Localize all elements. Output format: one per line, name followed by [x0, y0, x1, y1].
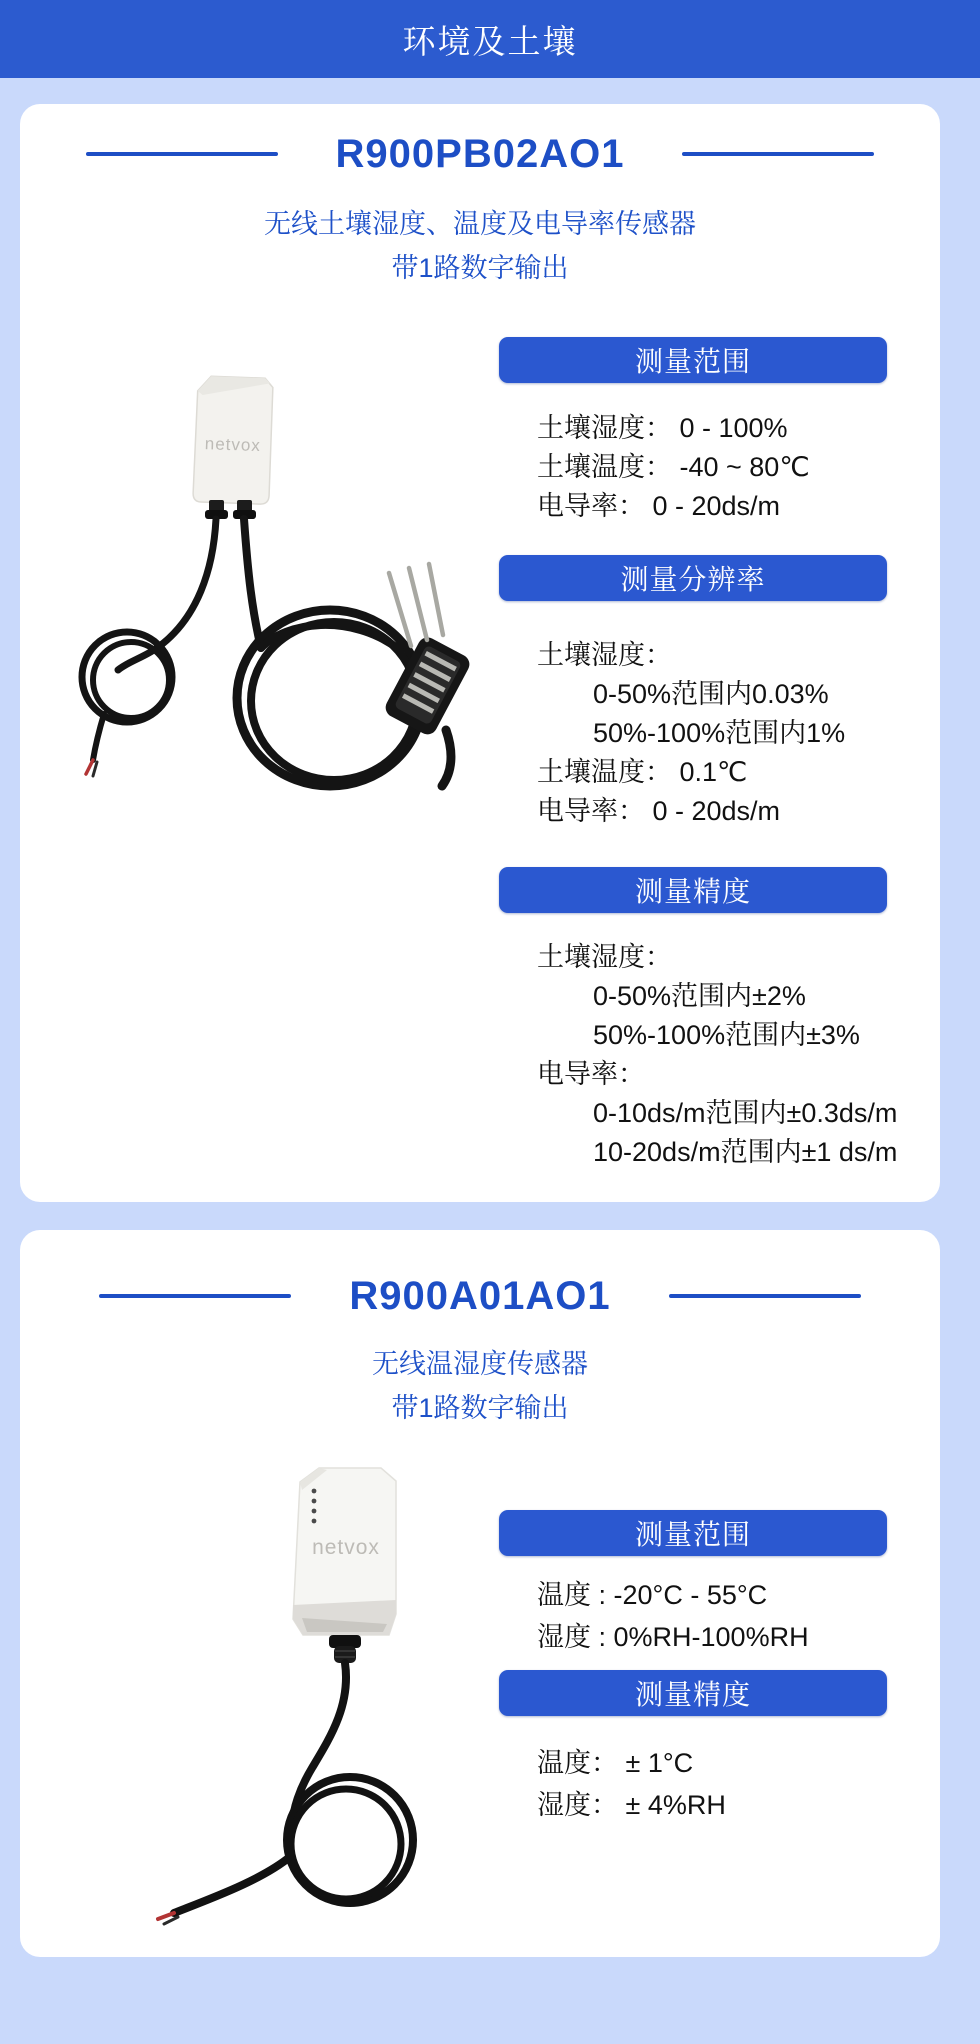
spec-line: 土壤湿度：: [537, 640, 672, 670]
spec-line: 湿度： ± 4%RH: [537, 1790, 726, 1820]
netvox-logo: netvox: [312, 1536, 380, 1559]
model-title-row: [20, 1272, 940, 1320]
section-lines-range: [499, 1574, 887, 1658]
title-line-left: [99, 1294, 291, 1298]
soil-sensor-illustration: [30, 330, 480, 830]
subtitle-line-1: 无线土壤湿度、温度及电导率传感器: [264, 209, 696, 239]
section-lines-range: [499, 409, 887, 526]
title-line-right: [669, 1294, 861, 1298]
product-photo-temp-humidity-sensor: [150, 1420, 500, 1940]
product-card-temp-humidity-sensor: [20, 1230, 940, 1957]
product-subtitle: [20, 202, 940, 290]
section-banner-range: [499, 337, 887, 383]
product-card-soil-sensor: [20, 104, 940, 1202]
netvox-logo: netvox: [204, 434, 262, 456]
product-subtitle: [20, 1342, 940, 1430]
section-heading: 测量范围: [634, 1519, 751, 1550]
spec-line: 土壤湿度： 0 - 100%: [537, 413, 788, 443]
spec-line: 土壤温度： -40 ~ 80℃: [537, 452, 810, 482]
spec-line: 电导率：: [537, 1059, 645, 1089]
spec-line: 0-50%范围内±2%: [593, 981, 806, 1011]
model-name: R900PB02AO1: [335, 131, 625, 176]
spec-line: 50%-100%范围内1%: [593, 718, 846, 748]
spec-line: 0-10ds/m范围内±0.3ds/m: [593, 1098, 898, 1128]
model-title-row: [20, 130, 940, 178]
spec-line: 电导率： 0 - 20ds/m: [537, 796, 781, 826]
section-heading: 测量精度: [634, 876, 751, 907]
section-lines-resolution: [499, 636, 887, 831]
section-banner-range: [499, 1510, 887, 1556]
subtitle-line-1: 无线温湿度传感器: [372, 1349, 588, 1379]
spec-line: 电导率： 0 - 20ds/m: [537, 491, 781, 521]
subtitle-line-2: 带1路数字输出: [391, 253, 569, 283]
section-heading: 测量分辨率: [620, 564, 766, 595]
temp-humidity-sensor-illustration: [150, 1420, 500, 1940]
subtitle-line-2: 带1路数字输出: [391, 1393, 569, 1423]
section-lines-accuracy: [499, 1742, 887, 1826]
header-bar: [0, 0, 980, 78]
section-banner-accuracy: [499, 1670, 887, 1716]
spec-line: 温度： ± 1°C: [537, 1748, 694, 1778]
section-banner-accuracy: [499, 867, 887, 913]
spec-line: 10-20ds/m范围内±1 ds/m: [593, 1137, 898, 1167]
section-heading: 测量精度: [634, 1679, 751, 1710]
title-line-left: [86, 152, 278, 156]
spec-line: 50%-100%范围内±3%: [593, 1020, 860, 1050]
product-photo-soil-sensor: [30, 330, 480, 830]
section-lines-accuracy: [499, 938, 898, 1172]
spec-line: 温度 : -20°C - 55°C: [537, 1580, 768, 1610]
spec-line: 土壤温度： 0.1℃: [537, 757, 748, 787]
section-heading: 测量范围: [634, 346, 751, 377]
section-banner-resolution: [499, 555, 887, 601]
spec-line: 土壤湿度：: [537, 942, 672, 972]
spec-line: 0-50%范围内0.03%: [593, 679, 829, 709]
title-line-right: [682, 152, 874, 156]
model-name: R900A01AO1: [349, 1273, 611, 1318]
page-title: 环境及土壤: [402, 22, 578, 60]
spec-line: 湿度 : 0%RH-100%RH: [537, 1622, 809, 1652]
